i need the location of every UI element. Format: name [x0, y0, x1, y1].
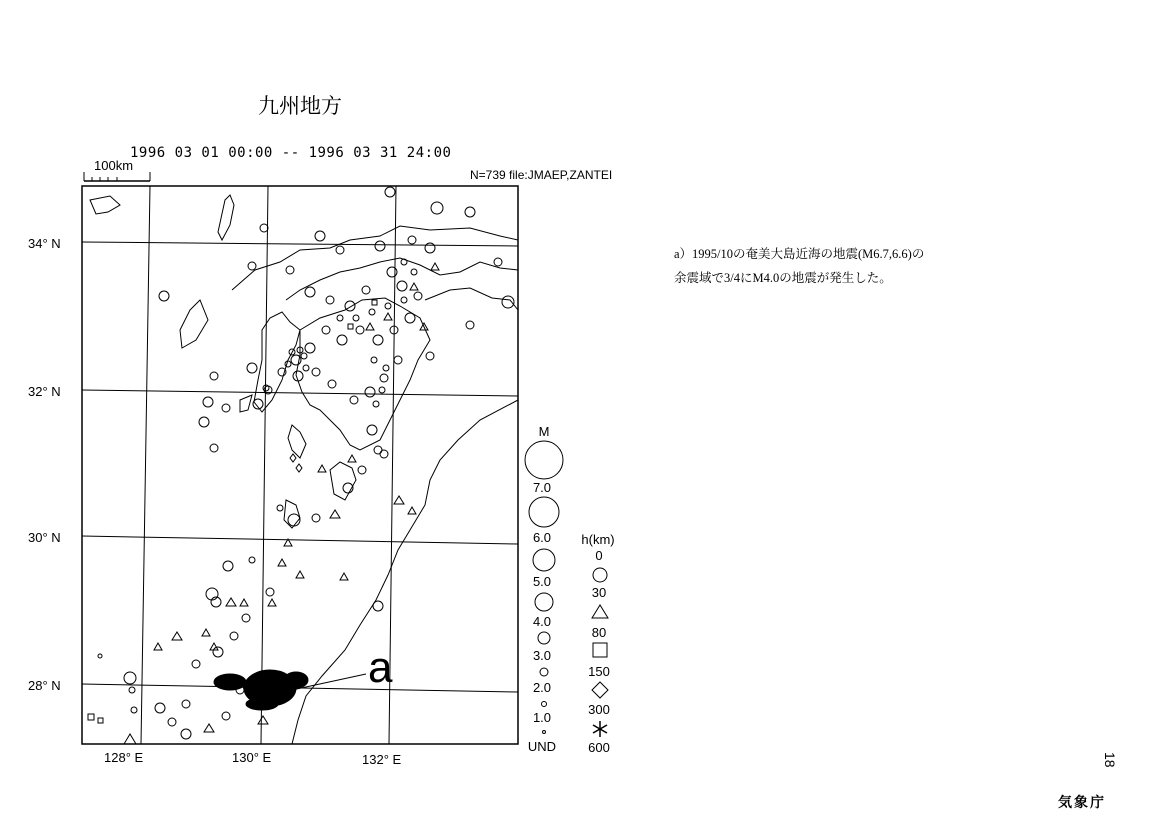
- depth-legend-title: h(km): [581, 532, 615, 547]
- lat-label: 28° N: [28, 678, 61, 693]
- svg-text:3.0: 3.0: [532, 648, 552, 663]
- triangle-symbol: [592, 605, 608, 618]
- svg-text:2.0: 2.0: [532, 680, 552, 695]
- magnitude-legend-title: M: [538, 424, 550, 439]
- svg-text:1.0: 1.0: [532, 710, 552, 725]
- agency-name: 気象庁: [1058, 795, 1106, 811]
- scale-bar: [84, 158, 150, 181]
- lat-label: 32° N: [28, 384, 61, 399]
- square-symbol: [593, 643, 607, 657]
- svg-text:0: 0: [595, 548, 603, 563]
- circle-symbol: [593, 568, 607, 582]
- svg-text:600: 600: [588, 740, 610, 755]
- svg-text:4.0: 4.0: [532, 614, 552, 629]
- epicenters: [88, 187, 514, 744]
- note-line-2: 余震域で3/4にM4.0の地震が発生した。: [674, 271, 892, 285]
- lon-label: 132° E: [362, 752, 402, 767]
- count-and-file: N=739 file:JMAEP,ZANTEI: [470, 168, 613, 182]
- scale-label: 100km: [94, 158, 134, 173]
- svg-text:UND: UND: [527, 739, 557, 754]
- period-range: 1996 03 01 00:00 -- 1996 03 31 24:00: [130, 145, 452, 161]
- lat-label: 30° N: [28, 530, 61, 545]
- map-title: 九州地方: [258, 94, 342, 118]
- latitude-labels: [28, 236, 61, 693]
- svg-text:30: 30: [591, 585, 607, 600]
- svg-text:7.0: 7.0: [532, 480, 552, 495]
- svg-text:150: 150: [588, 664, 610, 679]
- svg-text:6.0: 6.0: [532, 530, 552, 545]
- lat-label: 34° N: [28, 236, 61, 251]
- svg-text:80: 80: [591, 625, 607, 640]
- region-marker-a: a: [368, 643, 393, 692]
- page-number: 18: [1102, 752, 1118, 768]
- magnitude-legend: [525, 424, 563, 754]
- lon-label: 128° E: [104, 750, 144, 765]
- coastline: [90, 195, 518, 744]
- longitude-labels: [104, 750, 402, 767]
- svg-text:5.0: 5.0: [532, 574, 552, 589]
- note-line-1: a）1995/10の奄美大島近海の地震(M6.7,6.6)の: [674, 247, 925, 261]
- lon-label: 130° E: [232, 750, 272, 765]
- svg-text:300: 300: [588, 702, 610, 717]
- asterisk-symbol: [593, 721, 607, 737]
- depth-legend: [581, 532, 614, 755]
- diamond-symbol: [592, 682, 608, 698]
